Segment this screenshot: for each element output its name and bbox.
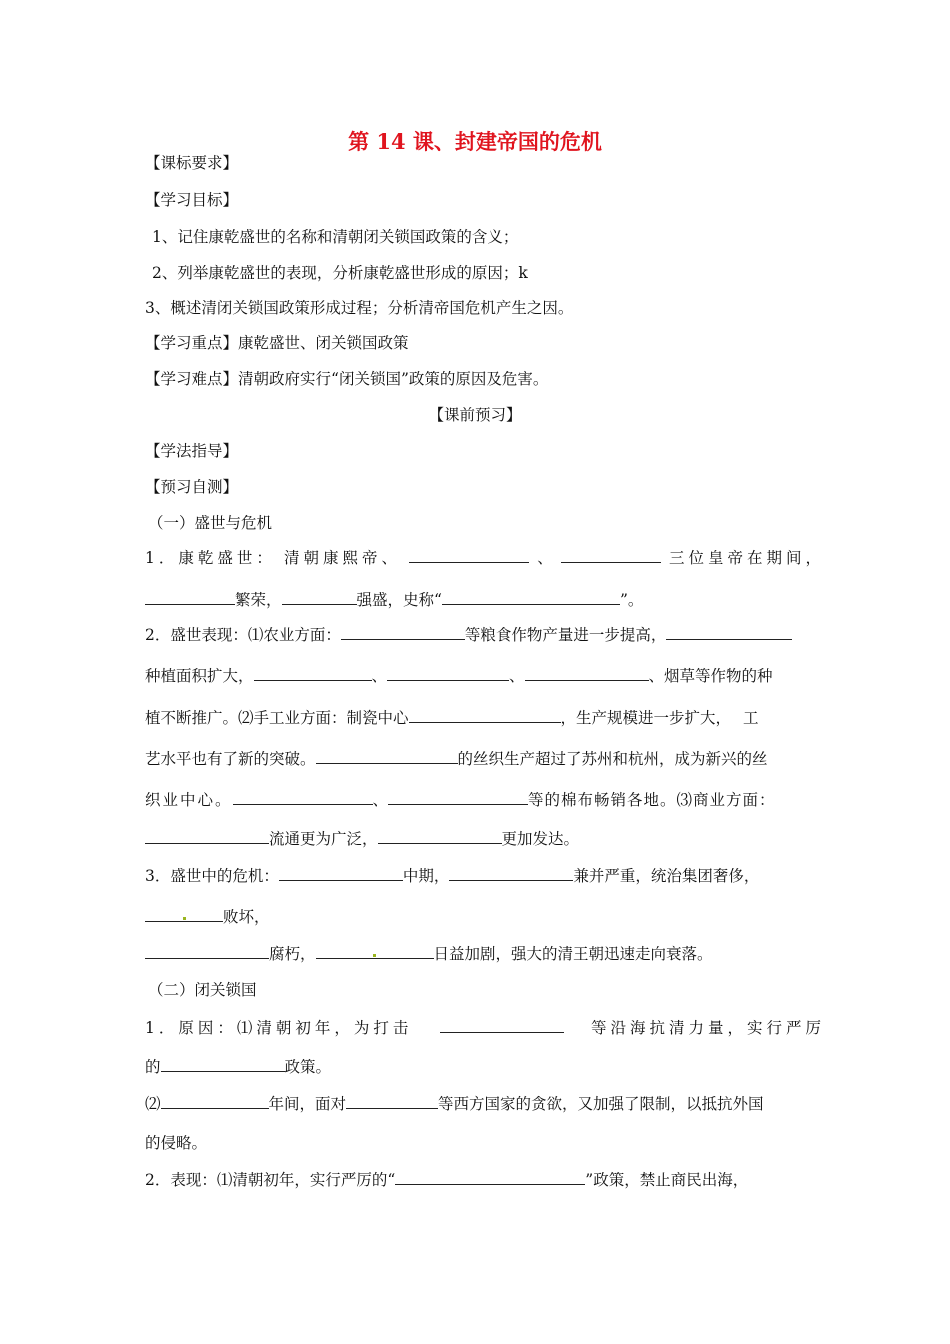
blank[interactable] bbox=[145, 590, 235, 605]
text: 1．康乾盛世： bbox=[145, 549, 276, 567]
difficult-point-text: 清朝政府实行“闭关锁国”政策的原因及危害。 bbox=[238, 370, 549, 388]
blank[interactable] bbox=[282, 590, 357, 605]
question-line bbox=[145, 590, 643, 610]
question-line bbox=[145, 866, 759, 886]
text: 中期， bbox=[402, 867, 450, 885]
blank[interactable] bbox=[161, 1094, 269, 1109]
blank[interactable] bbox=[161, 1057, 285, 1072]
question-line bbox=[145, 829, 579, 849]
key-point bbox=[145, 333, 409, 353]
text: 等沿海抗清力量，实行严厉 bbox=[590, 1019, 825, 1037]
text: 三位皇帝在期间， bbox=[668, 549, 825, 567]
difficult-point bbox=[145, 369, 548, 389]
question-line bbox=[145, 548, 825, 568]
page-title: 第 14 课、封建帝国的危机 bbox=[348, 129, 602, 154]
text: 工 bbox=[743, 709, 759, 727]
dot-mark bbox=[183, 917, 186, 920]
text: 、 bbox=[537, 549, 553, 567]
blank[interactable] bbox=[341, 625, 465, 640]
blank[interactable] bbox=[233, 790, 373, 805]
section-header-zice: 【预习自测】 bbox=[145, 478, 239, 496]
blank[interactable] bbox=[254, 666, 372, 681]
text: 日益加剧，强大的清王朝迅速走向衰落。 bbox=[433, 945, 713, 963]
question-line bbox=[145, 1094, 764, 1114]
blank[interactable] bbox=[442, 590, 620, 605]
question-line bbox=[145, 1018, 825, 1038]
question-line bbox=[145, 1170, 748, 1190]
section-header-xuefa: 【学法指导】 bbox=[145, 442, 239, 460]
section-header-kebiao: 【课标要求】 bbox=[145, 154, 239, 172]
text: 1．原因：⑴清朝初年，为打击 bbox=[145, 1019, 413, 1037]
text: 年间，面对 bbox=[268, 1095, 347, 1113]
text: 、 bbox=[509, 667, 525, 685]
text: 3．盛世中的危机： bbox=[145, 867, 279, 885]
text: 种植面积扩大， bbox=[145, 667, 254, 685]
text: ”。 bbox=[619, 591, 644, 609]
question-line bbox=[145, 666, 773, 686]
blank[interactable] bbox=[316, 944, 434, 959]
text: 强盛，史称“ bbox=[356, 591, 442, 609]
blank[interactable] bbox=[525, 666, 649, 681]
question-line bbox=[145, 790, 776, 810]
sub-heading-1: （一）盛世与危机 bbox=[148, 514, 273, 532]
text: 2．表现：⑴清朝初年，实行严厉的“ bbox=[145, 1171, 396, 1189]
text: 、 bbox=[371, 667, 388, 685]
blank[interactable] bbox=[378, 829, 502, 844]
blank[interactable] bbox=[145, 907, 223, 922]
text: 的 bbox=[145, 1058, 161, 1076]
blank[interactable] bbox=[279, 866, 403, 881]
text: 政策。 bbox=[284, 1058, 332, 1076]
blank[interactable] bbox=[387, 666, 509, 681]
goal-item: 1、记住康乾盛世的名称和清朝闭关锁国政策的含义； bbox=[152, 228, 519, 246]
blank[interactable] bbox=[395, 1170, 585, 1185]
text: 的丝织生产超过了苏州和杭州，成为新兴的丝 bbox=[457, 750, 768, 768]
text: 艺水平也有了新的突破。 bbox=[145, 750, 316, 768]
blank[interactable] bbox=[346, 1094, 438, 1109]
goal-item: 2、列举康乾盛世的表现，分析康乾盛世形成的原因；k bbox=[152, 264, 528, 282]
text: 流通更为广泛， bbox=[269, 830, 378, 848]
question-line bbox=[145, 708, 759, 728]
text: 植不断推广。⑵手工业方面：制瓷中心 bbox=[145, 709, 409, 727]
difficult-point-label: 【学习难点】 bbox=[145, 370, 239, 388]
blank[interactable] bbox=[449, 866, 573, 881]
question-line bbox=[145, 625, 792, 645]
question-line: 的侵略。 bbox=[145, 1134, 208, 1152]
text: 等粮食作物产量进一步提高， bbox=[464, 626, 667, 644]
text: ⑵ bbox=[145, 1095, 161, 1113]
text: ”政策，禁止商民出海， bbox=[585, 1171, 749, 1189]
key-point-text: 康乾盛世、闭关锁国政策 bbox=[238, 334, 409, 352]
text: 等的棉布畅销各地。⑶商业方面： bbox=[528, 791, 776, 809]
text: 、 bbox=[372, 791, 389, 809]
text: 更加发达。 bbox=[501, 830, 580, 848]
text: ，生产规模进一步扩大， bbox=[560, 709, 732, 727]
question-line bbox=[145, 944, 713, 964]
text: 、烟草等作物的种 bbox=[648, 667, 773, 685]
text: 织业中心。 bbox=[145, 791, 233, 809]
blank[interactable] bbox=[409, 548, 529, 563]
text: 繁荣， bbox=[235, 591, 282, 609]
blank[interactable] bbox=[145, 829, 269, 844]
blank[interactable] bbox=[388, 790, 528, 805]
text: 清朝康熙帝、 bbox=[283, 549, 401, 567]
blank[interactable] bbox=[440, 1018, 564, 1033]
blank[interactable] bbox=[145, 944, 269, 959]
blank[interactable] bbox=[316, 749, 458, 764]
text: 腐朽， bbox=[269, 945, 316, 963]
text: 兼并严重，统治集团奢侈， bbox=[573, 867, 760, 885]
sub-heading-2: （二）闭关锁国 bbox=[148, 981, 257, 999]
question-line bbox=[145, 907, 270, 927]
blank[interactable] bbox=[409, 708, 561, 723]
text: 败坏， bbox=[223, 908, 270, 926]
blank[interactable] bbox=[561, 548, 661, 563]
question-line bbox=[145, 749, 768, 769]
section-header-mubiao: 【学习目标】 bbox=[145, 191, 239, 209]
question-line bbox=[145, 1057, 331, 1077]
dot-mark bbox=[373, 954, 376, 957]
text: 2．盛世表现：⑴农业方面： bbox=[145, 626, 341, 644]
blank[interactable] bbox=[666, 625, 792, 640]
text: 等西方国家的贪欲，又加强了限制，以抵抗外国 bbox=[438, 1095, 764, 1113]
key-point-label: 【学习重点】 bbox=[145, 334, 239, 352]
goal-item: 3、概述清闭关锁国政策形成过程；分析清帝国危机产生之因。 bbox=[145, 299, 574, 317]
section-header-yuxi: 【课前预习】 bbox=[428, 406, 522, 424]
